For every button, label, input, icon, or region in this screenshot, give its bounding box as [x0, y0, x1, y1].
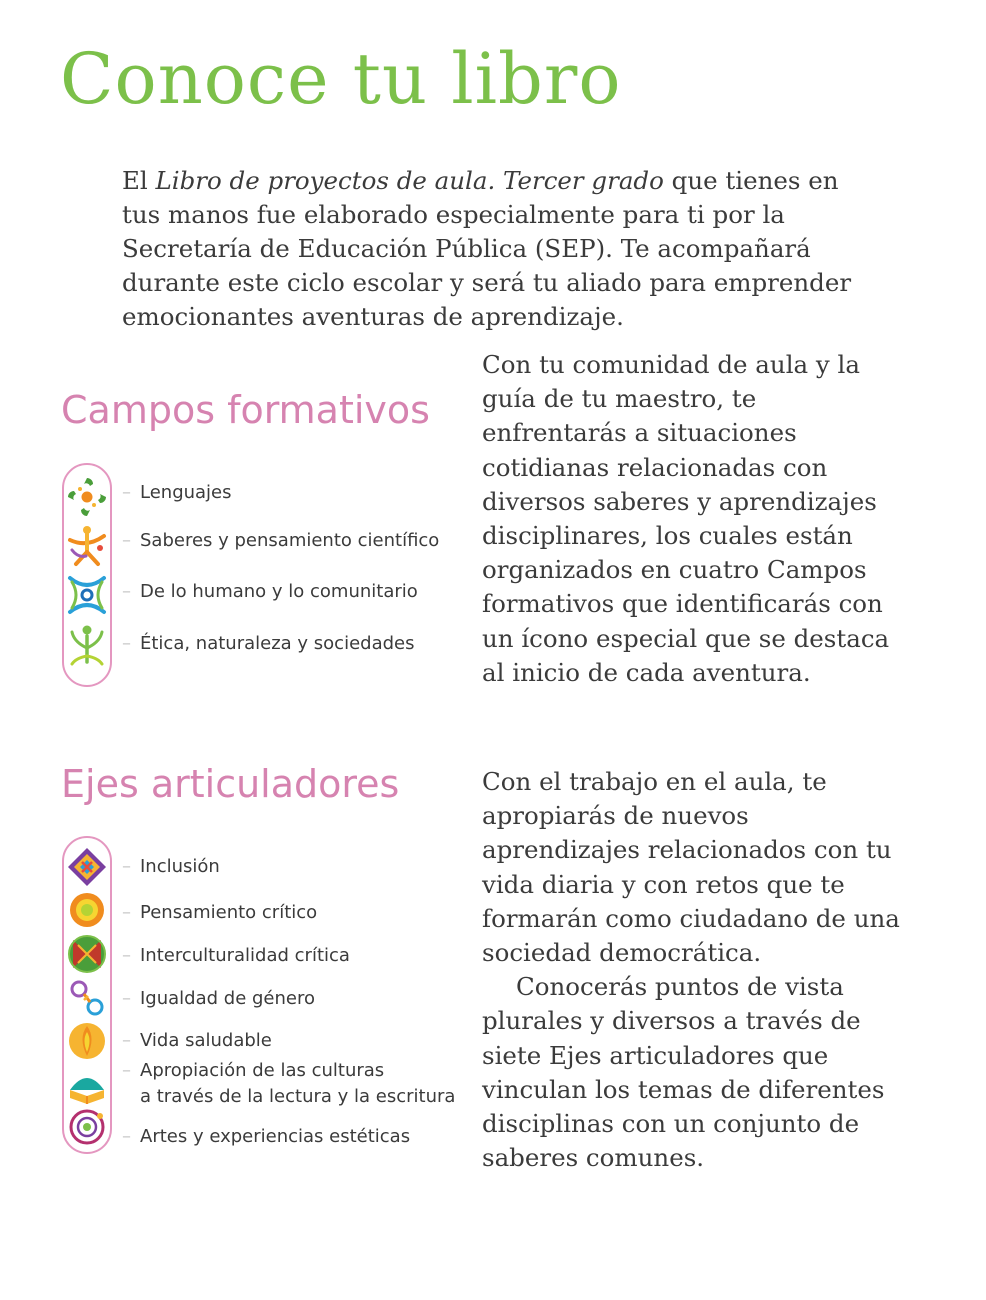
lectura-escritura-icon	[64, 1062, 110, 1108]
campo-label: De lo humano y lo comunitario	[140, 581, 418, 602]
ejes-text-1: Con el trabajo en el aula, te apropiarás de nuevos aprendizajes relacionados con tu vida diaria y con retos que te formarán como ciudadano de una sociedad democrática.	[482, 767, 900, 968]
eje-label: Inclusión	[140, 856, 220, 877]
bullet-dash: –	[122, 530, 131, 551]
bullet-dash: –	[122, 482, 131, 503]
bullet-dash: –	[122, 856, 131, 877]
eje-item	[122, 943, 350, 969]
bullet-dash: –	[122, 902, 131, 923]
etica-naturaleza-icon	[64, 622, 110, 668]
eje-item	[122, 986, 315, 1012]
campo-item	[122, 528, 439, 554]
ejes-text-2: Conocerás puntos de vista plurales y diversos a través de siete Ejes articuladores que vinculan los temas de diferentes disciplinas con un conjunto de saberes comunes.	[482, 972, 885, 1173]
book-title: Libro de proyectos de aula. Tercer grado	[155, 166, 664, 195]
campos-formativos-title: Campos formativos	[61, 388, 430, 432]
intro-text-start: El	[122, 166, 156, 195]
eje-item	[122, 900, 317, 926]
eje-label: Igualdad de género	[140, 988, 315, 1009]
eje-item	[122, 1028, 272, 1054]
campos-text: Con tu comunidad de aula y la guía de tu maestro, te enfrentarás a situaciones cotidianas relacionadas con diversos saberes y aprendizajes disciplinares, los cuales están organizados en cuatro Campos formativos que identificarás con un ícono especial que se destaca al inicio de cada aventura.	[482, 350, 890, 687]
bullet-dash: –	[122, 581, 131, 602]
eje-label: Vida saludable	[140, 1030, 272, 1051]
eje-item	[122, 1124, 410, 1150]
campo-item	[122, 631, 414, 657]
campo-label: Ética, naturaleza y sociedades	[140, 633, 415, 654]
pensamiento-critico-icon	[64, 887, 110, 933]
eje-label: Interculturalidad crítica	[140, 945, 350, 966]
intro-text-rest: que tienes en tus manos fue elaborado especialmente para ti por la Secretaría de Educación Pública (SEP). Te acompañará durante este ciclo escolar y será tu aliado para emprender emocionantes aventuras de aprendizaje.	[122, 166, 852, 331]
intro-paragraph	[122, 164, 882, 334]
eje-label-line2: a través de la lectura y la escritura	[140, 1086, 456, 1107]
campo-label: Lenguajes	[140, 482, 232, 503]
vida-saludable-icon	[64, 1018, 110, 1064]
bullet-dash: –	[122, 1126, 131, 1147]
bullet-dash: –	[122, 633, 131, 654]
igualdad-genero-icon	[64, 975, 110, 1021]
artes-icon	[64, 1104, 110, 1150]
bullet-dash: –	[122, 1060, 131, 1081]
eje-item	[122, 854, 220, 880]
lenguajes-icon	[64, 474, 110, 520]
bullet-dash: –	[122, 945, 131, 966]
ejes-articuladores-title: Ejes articuladores	[61, 762, 400, 806]
campo-item	[122, 480, 232, 506]
inclusion-icon	[64, 844, 110, 890]
interculturalidad-icon	[64, 931, 110, 977]
page-title: Conoce tu libro	[60, 38, 622, 120]
bullet-dash: –	[122, 1030, 131, 1051]
eje-item	[122, 1058, 455, 1110]
campos-description	[482, 348, 902, 690]
ejes-description	[482, 765, 902, 1175]
campo-item	[122, 579, 418, 605]
eje-label: Pensamiento crítico	[140, 902, 318, 923]
eje-label: Apropiación de las culturas	[140, 1060, 385, 1081]
humano-comunitario-icon	[64, 572, 110, 618]
eje-label: Artes y experiencias estéticas	[140, 1126, 411, 1147]
saberes-icon	[64, 522, 110, 568]
bullet-dash: –	[122, 988, 131, 1009]
campo-label: Saberes y pensamiento científico	[140, 530, 440, 551]
